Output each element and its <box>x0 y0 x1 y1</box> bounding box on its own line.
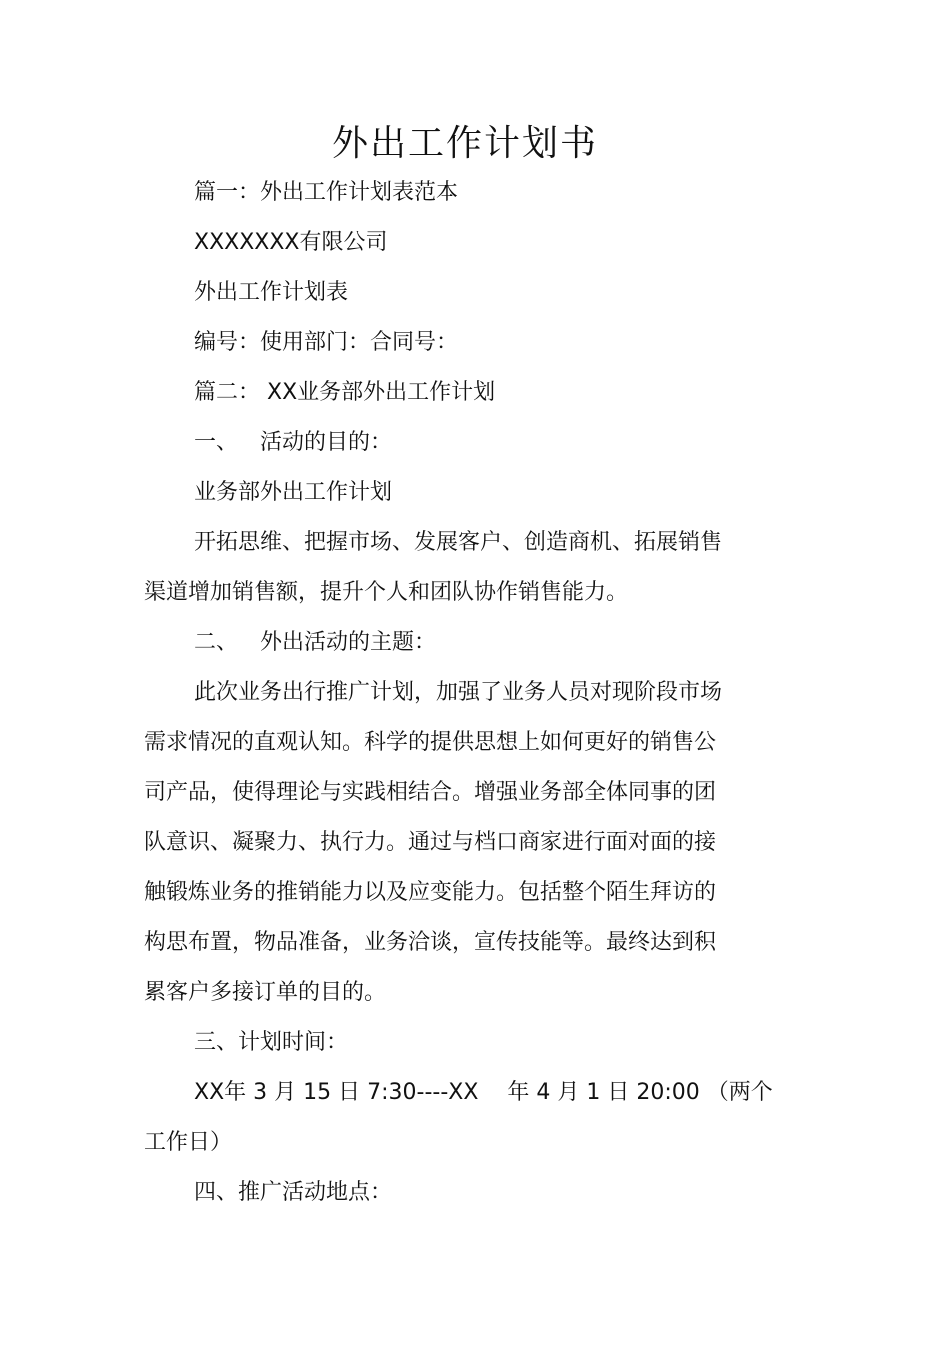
text-line: 渠道增加销售额，提升个人和团队协作销售能力。 <box>144 580 629 605</box>
text-line: 工作日） <box>144 1130 233 1155</box>
text-line: XXXXXXX有限公司 <box>194 230 388 255</box>
text-line: 外出工作计划表 <box>194 280 349 305</box>
text-line: 四、推广活动地点： <box>194 1180 393 1205</box>
document-title: 外出工作计划书 <box>331 123 598 164</box>
text-line: 此次业务出行推广计划，加强了业务人员对现阶段市场 <box>194 680 723 705</box>
text-line: 篇二： XX业务部外出工作计划 <box>194 380 496 405</box>
text-line: 队意识、凝聚力、执行力。通过与档口商家进行面对面的接 <box>144 830 717 855</box>
text-line: 篇一：外出工作计划表范本 <box>194 180 459 205</box>
text-line: 三、计划时间： <box>194 1030 349 1055</box>
text-line: 业务部外出工作计划 <box>194 480 393 505</box>
text-line: XX年 3 月 15 日 7:30----XX 年 4 月 1 日 20:00 （两个 <box>194 1080 773 1105</box>
text-line: 司产品，使得理论与实践相结合。增强业务部全体同事的团 <box>144 780 717 805</box>
section-label: 活动的目的： <box>260 430 393 455</box>
section-heading <box>194 628 436 658</box>
section-heading <box>194 428 392 458</box>
section-number: 二、 <box>194 630 239 655</box>
text-line: 构思布置，物品准备，业务洽谈，宣传技能等。最终达到积 <box>144 930 717 955</box>
section-label: 外出活动的主题： <box>260 630 437 655</box>
text-line: 编号：使用部门：合同号： <box>194 330 459 355</box>
text-line: 需求情况的直观认知。科学的提供思想上如何更好的销售公 <box>144 730 717 755</box>
text-line: 触锻炼业务的推销能力以及应变能力。包括整个陌生拜访的 <box>144 880 717 905</box>
section-number: 一、 <box>194 430 239 455</box>
text-line: 累客户多接订单的目的。 <box>144 980 387 1005</box>
text-line: 开拓思维、把握市场、发展客户、创造商机、拓展销售 <box>194 530 723 555</box>
